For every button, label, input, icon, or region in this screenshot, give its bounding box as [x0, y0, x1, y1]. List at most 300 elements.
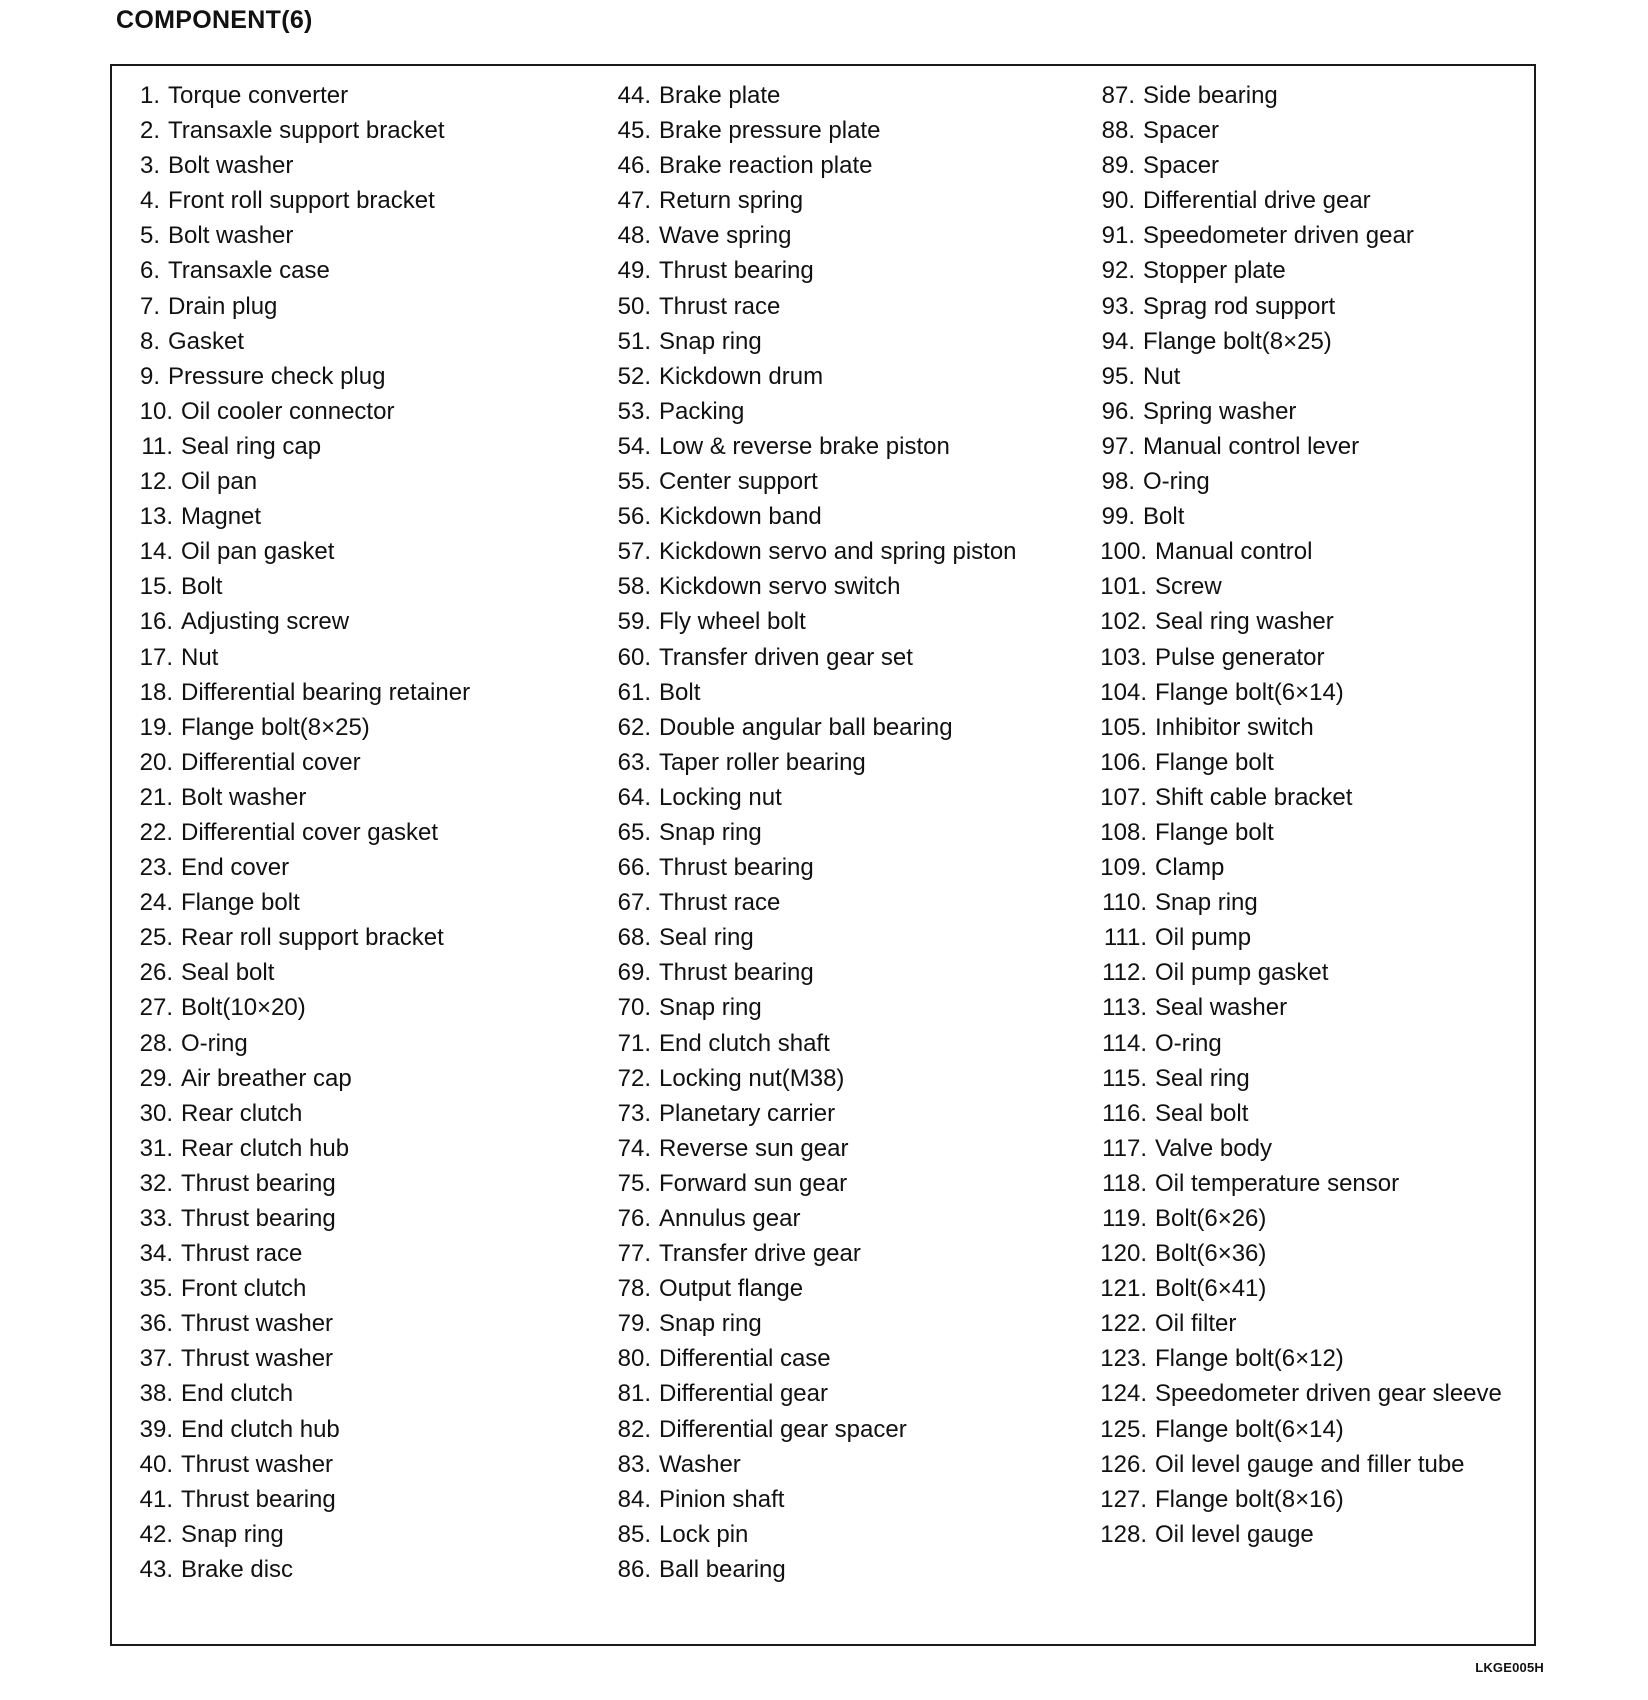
part-name: Seal washer	[1155, 994, 1288, 1022]
part-item	[126, 1271, 596, 1306]
part-name: Flange bolt	[1155, 748, 1274, 776]
part-item	[1088, 955, 1533, 990]
part-number: 93.	[1101, 292, 1135, 320]
part-name: Snap ring	[1155, 889, 1258, 917]
part-number: 79.	[617, 1310, 651, 1338]
part-number: 11.	[141, 432, 173, 460]
part-name: Stopper plate	[1143, 257, 1286, 285]
part-number: 118.	[1102, 1169, 1147, 1197]
part-name: Brake disc	[181, 1555, 294, 1583]
part-item	[1088, 499, 1533, 534]
part-name: Flange bolt(6×14)	[1155, 1415, 1344, 1443]
part-name: Bolt(6×36)	[1155, 1240, 1267, 1268]
part-name: Rear clutch	[181, 1099, 303, 1127]
part-item	[126, 78, 596, 113]
part-item	[1088, 604, 1533, 639]
part-item	[604, 850, 1079, 885]
part-number: 81.	[617, 1380, 651, 1408]
part-number: 42.	[139, 1520, 173, 1548]
part-name: End clutch	[181, 1380, 294, 1408]
part-item	[1088, 1201, 1533, 1236]
part-name: Oil filter	[1155, 1310, 1237, 1338]
part-number: 80.	[617, 1345, 651, 1373]
part-name: Sprag rod support	[1143, 292, 1336, 320]
part-name: Thrust washer	[181, 1310, 334, 1338]
part-item	[126, 464, 596, 499]
part-item	[126, 640, 596, 675]
part-name: Double angular ball bearing	[659, 713, 953, 741]
part-name: Transaxle support bracket	[168, 117, 445, 145]
part-item	[604, 1201, 1079, 1236]
part-name: Kickdown servo switch	[659, 573, 901, 601]
part-item	[1088, 1376, 1533, 1411]
parts-column-2	[604, 78, 1079, 1587]
part-name: Thrust race	[659, 292, 781, 320]
part-name: Fly wheel bolt	[659, 608, 806, 636]
part-number: 37.	[139, 1345, 173, 1373]
part-number: 111.	[1103, 924, 1147, 952]
part-item	[604, 1061, 1079, 1096]
part-name: Seal bolt	[1155, 1099, 1249, 1127]
part-number: 1.	[139, 82, 160, 109]
part-number: 6.	[139, 257, 160, 285]
part-name: Output flange	[659, 1275, 804, 1303]
part-item	[126, 359, 596, 394]
part-number: 57.	[617, 538, 651, 566]
part-number: 52.	[617, 362, 651, 390]
part-item	[1088, 183, 1533, 218]
part-name: Air breather cap	[181, 1064, 352, 1092]
part-name: Oil cooler connector	[181, 397, 395, 425]
part-item	[1088, 1026, 1533, 1061]
part-number: 10.	[139, 397, 173, 425]
part-item	[1088, 78, 1533, 113]
part-number: 126.	[1100, 1450, 1147, 1478]
part-item	[1088, 1236, 1533, 1271]
part-number: 72.	[617, 1064, 651, 1092]
part-name: Oil temperature sensor	[1155, 1169, 1400, 1197]
part-number: 26.	[139, 959, 173, 987]
part-name: Adjusting screw	[181, 608, 350, 636]
part-item	[1088, 780, 1533, 815]
part-number: 19.	[139, 713, 173, 741]
part-item	[126, 745, 596, 780]
part-number: 50.	[617, 292, 651, 320]
parts-column-1	[126, 78, 596, 1587]
part-number: 5.	[139, 222, 160, 250]
part-item	[126, 1026, 596, 1061]
part-number: 78.	[617, 1275, 651, 1303]
part-item	[1088, 569, 1533, 604]
part-item	[126, 990, 596, 1025]
part-item	[126, 324, 596, 359]
part-name: Oil level gauge	[1155, 1520, 1314, 1548]
part-name: Spacer	[1143, 117, 1220, 145]
part-item	[126, 113, 596, 148]
part-number: 97.	[1101, 432, 1135, 460]
part-name: Side bearing	[1143, 82, 1278, 109]
part-item	[604, 1166, 1079, 1201]
part-name: Annulus gear	[659, 1205, 801, 1232]
part-number: 18.	[139, 678, 173, 706]
part-number: 28.	[139, 1029, 173, 1057]
part-name: O-ring	[1143, 468, 1210, 496]
part-name: Nut	[1143, 362, 1181, 390]
part-name: Oil pan gasket	[181, 538, 335, 566]
part-number: 9.	[139, 362, 160, 390]
part-number: 25.	[139, 924, 173, 952]
part-number: 125.	[1100, 1415, 1147, 1443]
part-number: 47.	[617, 187, 651, 215]
part-name: Thrust bearing	[181, 1169, 336, 1197]
part-item	[126, 1552, 596, 1587]
part-item	[1088, 850, 1533, 885]
part-name: Brake reaction plate	[659, 152, 873, 180]
part-number: 87.	[1101, 82, 1135, 109]
part-number: 29.	[139, 1064, 173, 1092]
part-name: Seal bolt	[181, 959, 275, 987]
part-number: 98.	[1101, 468, 1135, 496]
part-name: Valve body	[1155, 1134, 1272, 1162]
part-name: Spacer	[1143, 152, 1220, 180]
part-name: Flange bolt(8×16)	[1155, 1485, 1344, 1513]
part-item	[1088, 253, 1533, 288]
part-name: Snap ring	[659, 818, 762, 846]
part-number: 108.	[1100, 818, 1147, 846]
part-name: Differential cover	[181, 748, 361, 776]
part-number: 84.	[617, 1485, 651, 1513]
part-number: 24.	[139, 889, 173, 917]
part-item	[126, 429, 596, 464]
part-name: Kickdown drum	[659, 362, 824, 390]
part-item	[604, 183, 1079, 218]
part-number: 49.	[617, 257, 651, 285]
part-name: Screw	[1155, 573, 1222, 601]
part-number: 62.	[617, 713, 651, 741]
part-name: Taper roller bearing	[659, 748, 866, 776]
part-item	[604, 324, 1079, 359]
part-item	[1088, 218, 1533, 253]
part-number: 107.	[1100, 783, 1147, 811]
part-number: 101.	[1100, 573, 1147, 601]
part-name: Thrust washer	[181, 1450, 334, 1478]
part-item	[126, 218, 596, 253]
part-item	[1088, 815, 1533, 850]
part-name: Bolt	[1143, 503, 1185, 531]
part-number: 86.	[617, 1555, 651, 1583]
part-item	[1088, 324, 1533, 359]
part-name: Seal ring cap	[181, 432, 322, 460]
part-item	[604, 1271, 1079, 1306]
part-name: Snap ring	[659, 994, 762, 1022]
part-name: Front clutch	[181, 1275, 307, 1303]
part-name: Kickdown band	[659, 503, 822, 531]
part-item	[126, 1236, 596, 1271]
part-item	[1088, 1131, 1533, 1166]
part-number: 21.	[139, 783, 173, 811]
part-item	[126, 1517, 596, 1552]
part-number: 20.	[139, 748, 173, 776]
part-number: 76.	[617, 1205, 651, 1232]
part-name: Manual control	[1155, 538, 1313, 566]
part-name: Nut	[181, 643, 219, 671]
part-name: Rear roll support bracket	[181, 924, 444, 952]
part-name: Magnet	[181, 503, 262, 531]
part-number: 124.	[1100, 1380, 1147, 1408]
part-number: 44.	[617, 82, 651, 109]
part-item	[604, 394, 1079, 429]
part-name: Snap ring	[659, 327, 762, 355]
part-name: Locking nut	[659, 783, 782, 811]
part-number: 61.	[617, 678, 651, 706]
part-item	[126, 534, 596, 569]
part-name: End clutch shaft	[659, 1029, 830, 1057]
part-number: 95.	[1101, 362, 1135, 390]
part-item	[1088, 429, 1533, 464]
part-item	[604, 885, 1079, 920]
part-item	[126, 780, 596, 815]
part-number: 77.	[617, 1240, 651, 1268]
part-name: Seal ring	[659, 924, 754, 952]
part-item	[1088, 1096, 1533, 1131]
part-item	[604, 990, 1079, 1025]
part-number: 54.	[617, 432, 651, 460]
part-number: 13.	[139, 503, 173, 531]
part-name: Thrust race	[659, 889, 781, 917]
part-number: 60.	[617, 643, 651, 671]
part-name: Differential drive gear	[1143, 187, 1371, 215]
part-name: Speedometer driven gear sleeve	[1155, 1380, 1502, 1408]
part-item	[604, 499, 1079, 534]
part-item	[604, 1096, 1079, 1131]
part-number: 67.	[617, 889, 651, 917]
part-name: Locking nut(M38)	[659, 1064, 845, 1092]
part-number: 38.	[139, 1380, 173, 1408]
part-name: Pinion shaft	[659, 1485, 785, 1513]
part-name: Return spring	[659, 187, 804, 215]
part-item	[126, 1482, 596, 1517]
part-name: Rear clutch hub	[181, 1134, 350, 1162]
figure-code: LKGE005H	[1475, 1660, 1544, 1675]
part-item	[1088, 1166, 1533, 1201]
part-item	[604, 534, 1079, 569]
part-name: O-ring	[181, 1029, 248, 1057]
part-item	[1088, 1517, 1533, 1552]
part-name: Flange bolt(8×25)	[1143, 327, 1332, 355]
part-name: Flange bolt(6×12)	[1155, 1345, 1344, 1373]
part-item	[1088, 1061, 1533, 1096]
part-item	[604, 1236, 1079, 1271]
part-item	[126, 1376, 596, 1411]
part-item	[604, 1026, 1079, 1061]
part-name: Thrust bearing	[659, 959, 814, 987]
part-item	[604, 1376, 1079, 1411]
part-name: Speedometer driven gear	[1143, 222, 1414, 250]
part-name: Oil pump	[1155, 924, 1252, 952]
part-number: 96.	[1101, 397, 1135, 425]
part-name: Flange bolt(6×14)	[1155, 678, 1344, 706]
part-number: 106.	[1100, 748, 1147, 776]
part-name: Differential gear spacer	[659, 1415, 907, 1443]
part-number: 109.	[1100, 854, 1147, 882]
part-item	[126, 1447, 596, 1482]
page-title: COMPONENT(6)	[116, 6, 313, 34]
part-number: 43.	[139, 1555, 173, 1583]
part-name: Thrust bearing	[181, 1205, 336, 1232]
part-item	[604, 1341, 1079, 1376]
part-number: 39.	[139, 1415, 173, 1443]
part-number: 65.	[617, 818, 651, 846]
part-number: 23.	[139, 854, 173, 882]
part-item	[1088, 920, 1533, 955]
part-name: Brake pressure plate	[659, 117, 881, 145]
part-number: 2.	[139, 117, 160, 145]
part-name: Seal ring	[1155, 1064, 1250, 1092]
part-number: 128.	[1100, 1520, 1147, 1548]
part-number: 58.	[617, 573, 651, 601]
part-number: 41.	[139, 1485, 173, 1513]
part-name: Ball bearing	[659, 1555, 786, 1583]
part-number: 116.	[1102, 1099, 1147, 1127]
part-item	[126, 569, 596, 604]
part-item	[604, 218, 1079, 253]
part-number: 33.	[139, 1205, 173, 1232]
part-name: Drain plug	[168, 292, 278, 320]
part-number: 113.	[1102, 994, 1147, 1022]
part-name: Differential case	[659, 1345, 831, 1373]
part-number: 56.	[617, 503, 651, 531]
part-item	[1088, 1306, 1533, 1341]
part-item	[604, 359, 1079, 394]
parts-list-box	[110, 64, 1536, 1646]
part-number: 27.	[139, 994, 173, 1022]
part-number: 102.	[1100, 608, 1147, 636]
part-item	[604, 1482, 1079, 1517]
part-name: Gasket	[168, 327, 245, 355]
part-number: 17.	[139, 643, 173, 671]
part-item	[604, 745, 1079, 780]
part-item	[1088, 990, 1533, 1025]
part-item	[604, 569, 1079, 604]
part-name: Differential bearing retainer	[181, 678, 471, 706]
part-item	[126, 885, 596, 920]
part-name: Bolt	[181, 573, 223, 601]
part-number: 36.	[139, 1310, 173, 1338]
part-name: Center support	[659, 468, 818, 496]
part-name: Reverse sun gear	[659, 1134, 849, 1162]
part-name: Torque converter	[168, 82, 349, 109]
part-item	[604, 710, 1079, 745]
part-number: 69.	[617, 959, 651, 987]
part-number: 15.	[139, 573, 173, 601]
part-item	[126, 183, 596, 218]
part-name: Bolt	[659, 678, 701, 706]
part-number: 32.	[139, 1169, 173, 1197]
part-number: 34.	[139, 1240, 173, 1268]
part-number: 35.	[139, 1275, 173, 1303]
part-number: 55.	[617, 468, 651, 496]
part-item	[604, 1552, 1079, 1587]
part-name: Thrust race	[181, 1240, 303, 1268]
part-item	[604, 289, 1079, 324]
part-item	[1088, 534, 1533, 569]
part-number: 85.	[617, 1520, 651, 1548]
part-name: Washer	[659, 1450, 741, 1478]
part-item	[126, 253, 596, 288]
part-name: Spring washer	[1143, 397, 1297, 425]
part-number: 46.	[617, 152, 651, 180]
part-name: Inhibitor switch	[1155, 713, 1314, 741]
parts-column-3	[1088, 78, 1533, 1552]
part-item	[1088, 289, 1533, 324]
part-item	[126, 815, 596, 850]
part-item	[1088, 745, 1533, 780]
part-number: 115.	[1102, 1064, 1147, 1092]
part-name: Transfer driven gear set	[659, 643, 913, 671]
part-item	[604, 1412, 1079, 1447]
part-number: 82.	[617, 1415, 651, 1443]
part-item	[126, 499, 596, 534]
part-name: Oil pump gasket	[1155, 959, 1329, 987]
part-item	[604, 429, 1079, 464]
part-number: 66.	[617, 854, 651, 882]
part-number: 53.	[617, 397, 651, 425]
part-item	[126, 1306, 596, 1341]
part-number: 127.	[1100, 1485, 1147, 1513]
part-name: Differential gear	[659, 1380, 828, 1408]
part-item	[604, 815, 1079, 850]
part-number: 22.	[139, 818, 173, 846]
part-number: 3.	[139, 152, 160, 180]
part-number: 51.	[617, 327, 651, 355]
part-number: 70.	[617, 994, 651, 1022]
part-number: 117.	[1102, 1134, 1147, 1162]
part-number: 89.	[1101, 152, 1135, 180]
part-number: 88.	[1101, 117, 1135, 145]
part-name: Thrust washer	[181, 1345, 334, 1373]
part-item	[604, 604, 1079, 639]
part-number: 103.	[1100, 643, 1147, 671]
part-item	[604, 675, 1079, 710]
part-item	[1088, 640, 1533, 675]
part-item	[126, 1201, 596, 1236]
part-name: Bolt washer	[181, 783, 307, 811]
part-number: 73.	[617, 1099, 651, 1127]
part-number: 16.	[139, 608, 173, 636]
part-name: Lock pin	[659, 1520, 749, 1548]
part-name: Pulse generator	[1155, 643, 1325, 671]
part-name: End cover	[181, 854, 290, 882]
part-name: Packing	[659, 397, 745, 425]
part-item	[126, 604, 596, 639]
part-item	[604, 253, 1079, 288]
part-item	[126, 1166, 596, 1201]
part-item	[126, 710, 596, 745]
part-name: Pressure check plug	[168, 362, 386, 390]
part-item	[1088, 1341, 1533, 1376]
part-item	[1088, 1271, 1533, 1306]
part-number: 83.	[617, 1450, 651, 1478]
part-item	[126, 675, 596, 710]
part-item	[1088, 464, 1533, 499]
part-name: Clamp	[1155, 854, 1225, 882]
part-item	[1088, 359, 1533, 394]
part-name: Forward sun gear	[659, 1169, 848, 1197]
part-item	[1088, 1447, 1533, 1482]
part-name: Brake plate	[659, 82, 781, 109]
part-number: 122.	[1100, 1310, 1147, 1338]
part-name: Flange bolt	[1155, 818, 1274, 846]
